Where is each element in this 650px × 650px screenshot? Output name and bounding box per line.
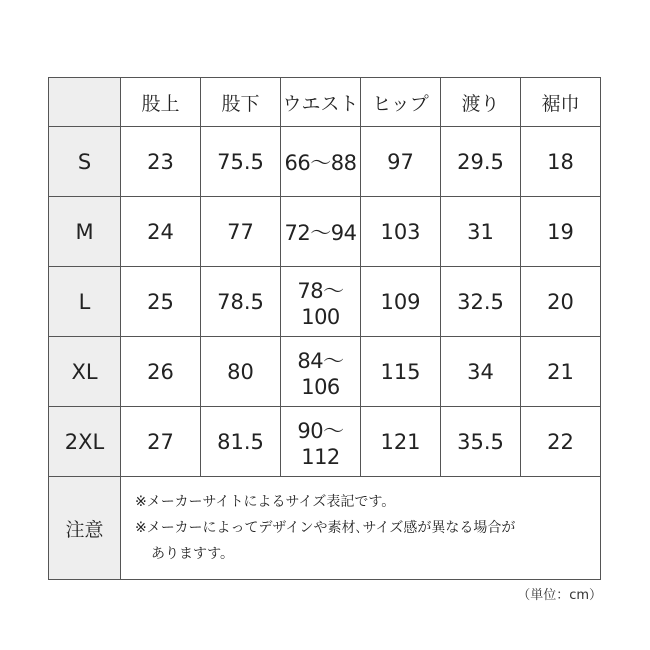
table-row [49, 337, 601, 407]
hem-width-cell: 21 [521, 337, 601, 407]
hip-cell: 121 [361, 407, 441, 477]
waist-cell: 72〜94 [281, 197, 361, 267]
rise-cell: 23 [121, 127, 201, 197]
header-corner-cell [49, 78, 121, 127]
thigh-cell: 29.5 [441, 127, 521, 197]
note-row [49, 477, 601, 580]
rise-cell: 27 [121, 407, 201, 477]
header-inseam: 股下 [201, 78, 281, 127]
table-row [49, 267, 601, 337]
size-label: 2XL [49, 407, 121, 477]
inseam-cell: 75.5 [201, 127, 281, 197]
header-waist: ウエスト [281, 78, 361, 127]
hem-width-cell: 20 [521, 267, 601, 337]
waist-cell: 66〜88 [281, 127, 361, 197]
thigh-cell: 31 [441, 197, 521, 267]
rise-cell: 25 [121, 267, 201, 337]
waist-cell: 84〜106 [281, 337, 361, 407]
table-row [49, 407, 601, 477]
thigh-cell: 34 [441, 337, 521, 407]
header-hem-width: 裾巾 [521, 78, 601, 127]
thigh-cell: 32.5 [441, 267, 521, 337]
size-label: S [49, 127, 121, 197]
note-line: ありますす。 [151, 546, 235, 562]
note-line: ※メーカーによってデザインや素材､サイズ感が異なる場合が [135, 520, 516, 536]
inseam-cell: 77 [201, 197, 281, 267]
size-label: XL [49, 337, 121, 407]
thigh-cell: 35.5 [441, 407, 521, 477]
note-body [121, 477, 601, 580]
hem-width-cell: 22 [521, 407, 601, 477]
size-label: M [49, 197, 121, 267]
hip-cell: 97 [361, 127, 441, 197]
waist-cell: 78〜100 [281, 267, 361, 337]
hip-cell: 115 [361, 337, 441, 407]
table-row [49, 197, 601, 267]
unit-note: （単位：cm） [517, 588, 602, 603]
size-chart-table [48, 77, 601, 580]
header-thigh: 渡り [441, 78, 521, 127]
waist-cell: 90〜112 [281, 407, 361, 477]
rise-cell: 24 [121, 197, 201, 267]
inseam-cell: 81.5 [201, 407, 281, 477]
header-rise: 股上 [121, 78, 201, 127]
inseam-cell: 78.5 [201, 267, 281, 337]
table-row [49, 127, 601, 197]
header-row [49, 78, 601, 127]
rise-cell: 26 [121, 337, 201, 407]
inseam-cell: 80 [201, 337, 281, 407]
header-hip: ヒップ [361, 78, 441, 127]
hip-cell: 109 [361, 267, 441, 337]
size-label: L [49, 267, 121, 337]
hip-cell: 103 [361, 197, 441, 267]
hem-width-cell: 19 [521, 197, 601, 267]
note-label: 注意 [49, 477, 121, 580]
hem-width-cell: 18 [521, 127, 601, 197]
note-line: ※メーカーサイトによるサイズ表記です。 [135, 494, 396, 510]
